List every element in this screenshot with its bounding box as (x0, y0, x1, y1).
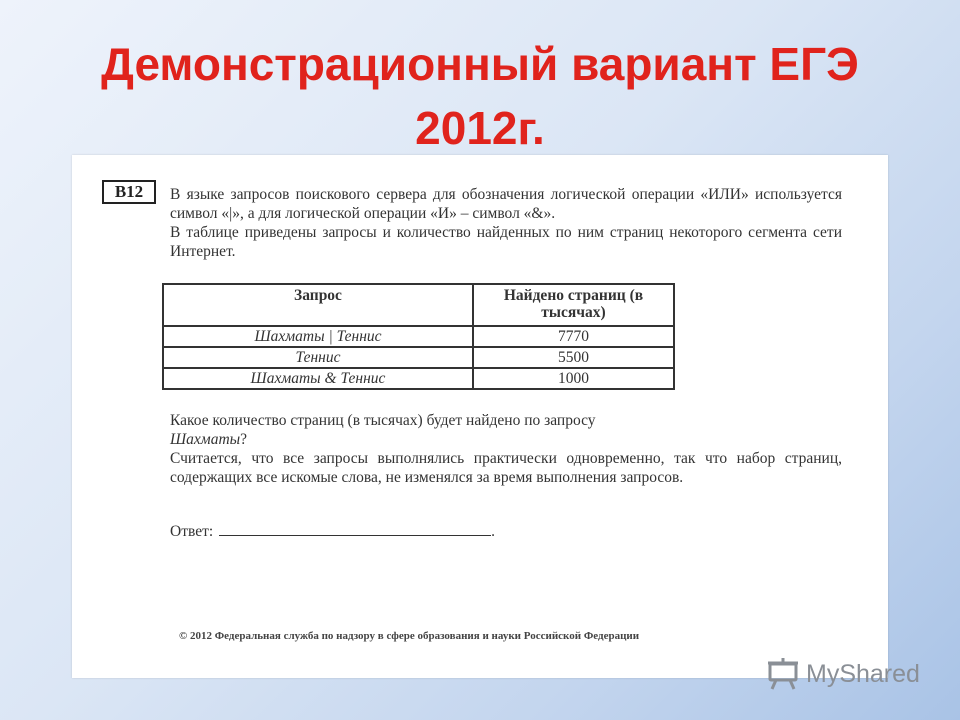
pages-cell: 5500 (473, 347, 674, 368)
question-line: Какое количество страниц (в тысячах) будет найдено по запросу (170, 412, 596, 429)
table-row (163, 326, 674, 347)
column-header-pages: Найдено страниц (в тысячах) (473, 284, 674, 326)
column-header-query: Запрос (163, 284, 473, 326)
pages-cell: 1000 (473, 368, 674, 389)
myshared-watermark (766, 656, 920, 692)
pages-cell: 7770 (473, 326, 674, 347)
question-mark: ? (240, 431, 248, 448)
answer-label: Ответ: (170, 523, 214, 540)
task-question (170, 411, 842, 487)
exam-task-document (72, 155, 888, 678)
intro-paragraph-2: В таблице приведены запросы и количество найденных по ним страниц некоторого сегмента сети Интернет. (170, 224, 842, 260)
slide-title-line-2: 2012г. (415, 102, 545, 154)
answer-row (170, 521, 670, 541)
answer-blank-line (219, 521, 491, 536)
query-cell: Шахматы | Теннис (163, 326, 473, 347)
table-row (163, 347, 674, 368)
task-number-badge: В12 (102, 180, 156, 204)
intro-paragraph-1: В языке запросов поискового сервера для обозначения логической операции «ИЛИ» используется символ «|», а для логической операции «И» – символ «&». (170, 186, 842, 222)
watermark-text: MyShared (806, 659, 920, 688)
task-note: Считается, что все запросы выполнялись практически одновременно, так что набор страниц, содержащих все искомые слова, не изменялся за время выполнения запросов. (170, 450, 842, 486)
question-query: Шахматы (170, 431, 241, 448)
table-row (163, 368, 674, 389)
answer-end-dot: . (491, 523, 496, 540)
presentation-board-icon (766, 658, 800, 690)
query-cell: Теннис (163, 347, 473, 368)
copyright-footer: © 2012 Федеральная служба по надзору в сфере образования и науки Российской Федерации (179, 630, 640, 642)
table-header-row (163, 284, 674, 326)
slide-title (0, 32, 960, 160)
question-query-line (170, 430, 842, 449)
slide-title-line-1: Демонстрационный вариант ЕГЭ (101, 38, 859, 90)
query-cell: Шахматы & Теннис (163, 368, 473, 389)
query-results-table (162, 283, 675, 390)
task-intro (170, 185, 842, 261)
